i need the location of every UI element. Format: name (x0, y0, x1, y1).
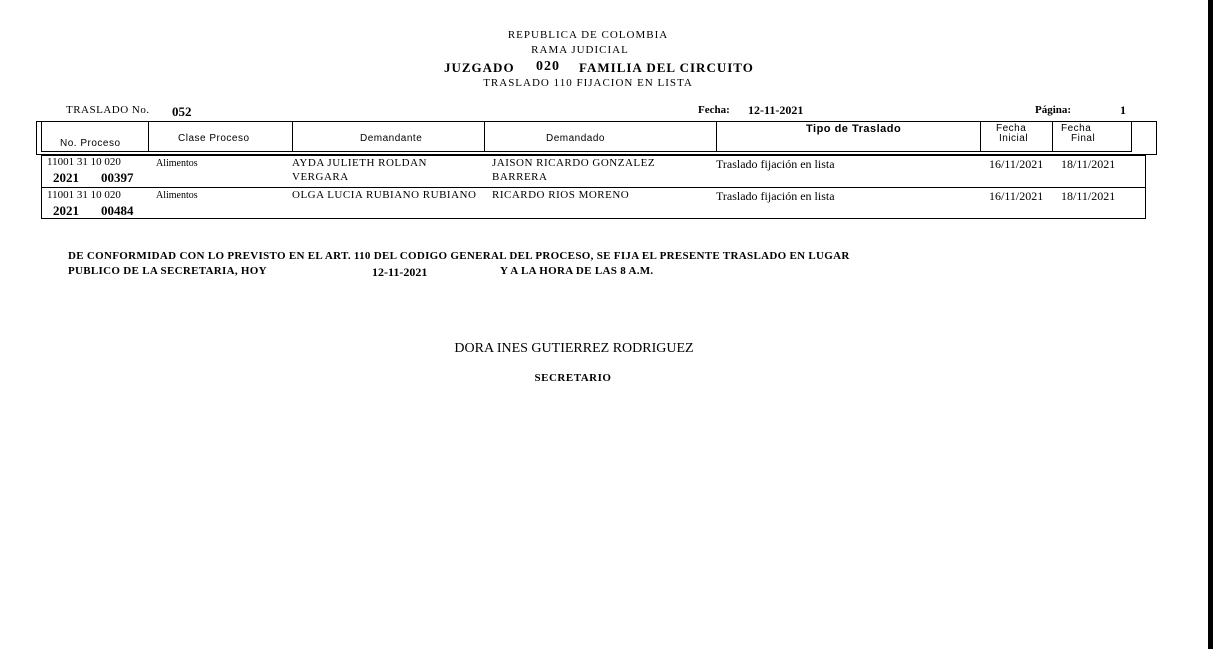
window-edge (1208, 0, 1213, 649)
col-header-tipo-traslado: Tipo de Traslado (806, 123, 902, 135)
row-fecha-inicial: 16/11/2021 (989, 157, 1044, 171)
col-divider (716, 121, 717, 152)
col-header-fecha-final: Fecha (1061, 123, 1092, 134)
pagina-label: Página: (1035, 104, 1072, 116)
col-header-fecha-inicial: Fecha (996, 123, 1027, 134)
signatory-title: SECRETARIO (534, 372, 612, 384)
court-type: FAMILIA DEL CIRCUITO (579, 60, 754, 75)
traslado-label: TRASLADO No. (66, 104, 150, 116)
row-demandante: VERGARA (292, 171, 349, 183)
row-process-year: 2021 (53, 170, 79, 185)
fecha-label: Fecha: (698, 104, 730, 116)
row-process-number: 00397 (101, 170, 134, 185)
row-fecha-final: 18/11/2021 (1061, 189, 1116, 203)
col-header-fecha-final: Final (1071, 133, 1096, 144)
row-tipo-traslado: Traslado fijación en lista (716, 157, 835, 171)
row-process-code: 11001 31 10 020 (47, 156, 121, 168)
col-header-demandante: Demandante (360, 133, 423, 144)
row-fecha-inicial: 16/11/2021 (989, 189, 1044, 203)
notice-line: DE CONFORMIDAD CON LO PREVISTO EN EL ART. 110 DEL CODIGO GENERAL DEL PROCESO, SE FIJA EL PRESENTE TRASLADO EN LUGAR (68, 250, 850, 262)
notice-line: PUBLICO DE LA SECRETARIA, HOY (68, 265, 267, 277)
col-header-fecha-inicial: Inicial (999, 133, 1029, 144)
court-word: JUZGADO (444, 60, 515, 75)
signatory-name: DORA INES GUTIERREZ RODRIGUEZ (454, 341, 694, 356)
row-clase: Alimentos (156, 190, 198, 201)
notice-time: Y A LA HORA DE LAS 8 A.M. (500, 265, 654, 277)
row-demandante: OLGA LUCIA RUBIANO RUBIANO (292, 189, 477, 201)
col-divider (292, 121, 293, 152)
notice-date: 12-11-2021 (372, 265, 428, 279)
traslado-number: 052 (172, 104, 192, 119)
col-divider (484, 121, 485, 152)
row-demandado: BARRERA (492, 171, 548, 183)
branch-heading: RAMA JUDICIAL (531, 44, 629, 56)
pagina-value: 1 (1120, 103, 1126, 117)
row-demandado: JAISON RICARDO GONZALEZ (492, 157, 656, 169)
row-clase: Alimentos (156, 158, 198, 169)
fecha-value: 12-11-2021 (748, 103, 804, 117)
col-divider (980, 121, 981, 152)
row-demandado: RICARDO RIOS MORENO (492, 189, 630, 201)
row-process-year: 2021 (53, 203, 79, 218)
row-demandante: AYDA JULIETH ROLDAN (292, 157, 427, 169)
country-heading: REPUBLICA DE COLOMBIA (507, 29, 669, 41)
row-process-number: 00484 (101, 203, 134, 218)
col-divider (148, 121, 149, 152)
col-header-no-proceso: No. Proceso (60, 138, 121, 149)
col-header-clase-proceso: Clase Proceso (178, 133, 250, 144)
row-process-code: 11001 31 10 020 (47, 189, 121, 201)
col-divider (1052, 121, 1053, 152)
row-fecha-final: 18/11/2021 (1061, 157, 1116, 171)
row-tipo-traslado: Traslado fijación en lista (716, 189, 835, 203)
page-subtitle: TRASLADO 110 FIJACION EN LISTA (483, 77, 693, 89)
col-header-demandado: Demandado (546, 133, 605, 144)
court-number: 020 (536, 59, 560, 74)
